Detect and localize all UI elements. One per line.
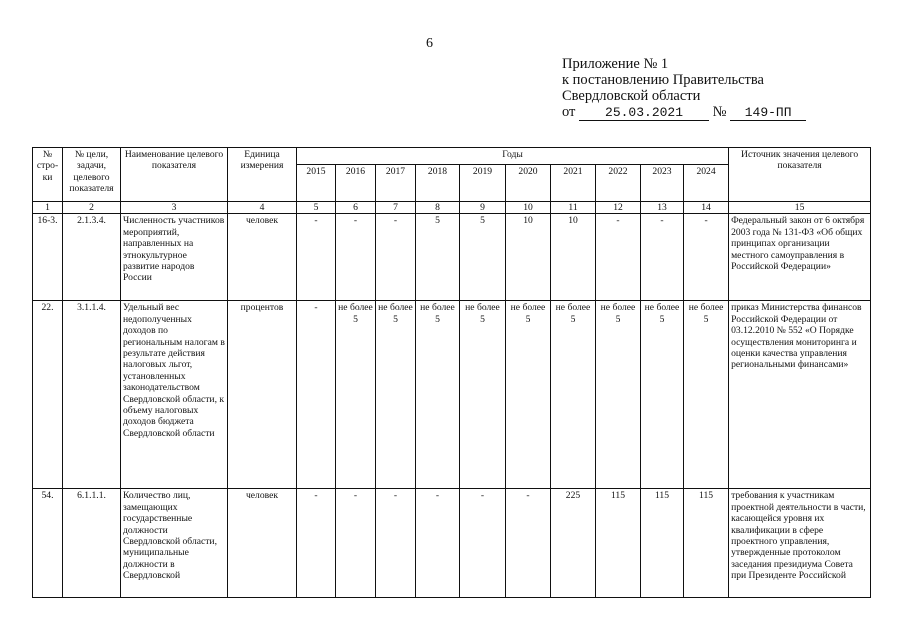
cell-value: 10	[506, 214, 551, 301]
cell-source: приказ Министерства финансов Российской Федерации от 03.12.2010 № 552 «О Порядке осуществления мониторинга и оценки качества управления региональными финансами»	[729, 301, 871, 489]
cell-value: не более 5	[376, 301, 416, 489]
cell-value: -	[336, 489, 376, 598]
column-number: 12	[596, 202, 641, 214]
cell-name: Количество лиц, замещающих государственные должности Свердловской области, муниципальные должности в Свердловской	[121, 489, 228, 598]
cell-value: не более 5	[336, 301, 376, 489]
cell-value: -	[297, 489, 336, 598]
approval-date-line	[562, 104, 806, 121]
header-year: 2017	[376, 165, 416, 202]
cell-source: требования к участникам проектной деятельности в части, касающейся уровня их квалификации в сфере проектного управления, утвержденные протоколом заседания президиума Совета при Президенте Российской	[729, 489, 871, 598]
cell-value: не более 5	[416, 301, 460, 489]
column-number: 7	[376, 202, 416, 214]
header-goal-no: № цели, задачи, целевого показателя	[63, 148, 121, 202]
column-number: 14	[684, 202, 729, 214]
cell-value: 115	[596, 489, 641, 598]
cell-value: 5	[460, 214, 506, 301]
cell-value: не более 5	[460, 301, 506, 489]
header-year: 2021	[551, 165, 596, 202]
cell-goal-no: 3.1.1.4.	[63, 301, 121, 489]
cell-goal-no: 6.1.1.1.	[63, 489, 121, 598]
cell-value: -	[596, 214, 641, 301]
header-year: 2018	[416, 165, 460, 202]
approval-line-2: к постановлению Правительства	[562, 72, 764, 88]
cell-value: -	[460, 489, 506, 598]
column-number: 3	[121, 202, 228, 214]
cell-value: 5	[416, 214, 460, 301]
cell-value: не более 5	[684, 301, 729, 489]
cell-row-no: 16-3.	[33, 214, 63, 301]
approval-line-1: Приложение № 1	[562, 56, 669, 72]
cell-value: -	[506, 489, 551, 598]
cell-value: 115	[641, 489, 684, 598]
cell-value: не более 5	[596, 301, 641, 489]
cell-unit: человек	[228, 489, 297, 598]
cell-value: -	[297, 301, 336, 489]
cell-value: 225	[551, 489, 596, 598]
cell-name: Удельный вес недополученных доходов по региональным налогам в результате действия налоговых льгот, установленных законодательством Свердловской области, к объему налоговых доходов бюджета Свердловской области	[121, 301, 228, 489]
indicators-table	[32, 147, 871, 598]
column-number-row	[33, 202, 871, 214]
cell-row-no: 54.	[33, 489, 63, 598]
header-row-no: № стро-ки	[33, 148, 63, 202]
header-source: Источник значения целевого показателя	[729, 148, 871, 202]
table-row	[33, 214, 871, 301]
cell-value: -	[416, 489, 460, 598]
approval-date: 25.03.2021	[579, 106, 709, 121]
cell-value: не более 5	[506, 301, 551, 489]
cell-value: -	[641, 214, 684, 301]
page-number: 6	[426, 36, 433, 51]
approval-number-prefix: №	[712, 104, 727, 120]
column-number: 2	[63, 202, 121, 214]
cell-value: -	[684, 214, 729, 301]
header-year: 2015	[297, 165, 336, 202]
header-year: 2016	[336, 165, 376, 202]
column-number: 8	[416, 202, 460, 214]
table-row	[33, 489, 871, 598]
cell-value: -	[376, 489, 416, 598]
cell-unit: процентов	[228, 301, 297, 489]
approval-from-prefix: от	[562, 104, 576, 120]
column-number: 11	[551, 202, 596, 214]
header-unit: Единица измерения	[228, 148, 297, 202]
column-number: 5	[297, 202, 336, 214]
approval-number: 149-ПП	[730, 106, 806, 121]
header-years: Годы	[297, 148, 729, 165]
header-year: 2023	[641, 165, 684, 202]
cell-value: -	[336, 214, 376, 301]
cell-value: 115	[684, 489, 729, 598]
column-number: 9	[460, 202, 506, 214]
approval-stamp	[562, 56, 806, 121]
cell-goal-no: 2.1.3.4.	[63, 214, 121, 301]
header-year: 2022	[596, 165, 641, 202]
header-year: 2019	[460, 165, 506, 202]
column-number: 1	[33, 202, 63, 214]
cell-unit: человек	[228, 214, 297, 301]
column-number: 10	[506, 202, 551, 214]
column-number: 4	[228, 202, 297, 214]
cell-row-no: 22.	[33, 301, 63, 489]
header-name: Наименование целевого показателя	[121, 148, 228, 202]
cell-value: -	[376, 214, 416, 301]
cell-value: -	[297, 214, 336, 301]
cell-name: Численность участников мероприятий, направленных на этнокультурное развитие народов России	[121, 214, 228, 301]
cell-value: не более 5	[641, 301, 684, 489]
column-number: 6	[336, 202, 376, 214]
approval-line-3: Свердловской области	[562, 88, 701, 104]
table-row	[33, 301, 871, 489]
header-year: 2024	[684, 165, 729, 202]
cell-source: Федеральный закон от 6 октября 2003 года № 131-ФЗ «Об общих принципах организации местного самоуправления в Российской Федерации»	[729, 214, 871, 301]
cell-value: не более 5	[551, 301, 596, 489]
header-year: 2020	[506, 165, 551, 202]
column-number: 15	[729, 202, 871, 214]
cell-value: 10	[551, 214, 596, 301]
column-number: 13	[641, 202, 684, 214]
